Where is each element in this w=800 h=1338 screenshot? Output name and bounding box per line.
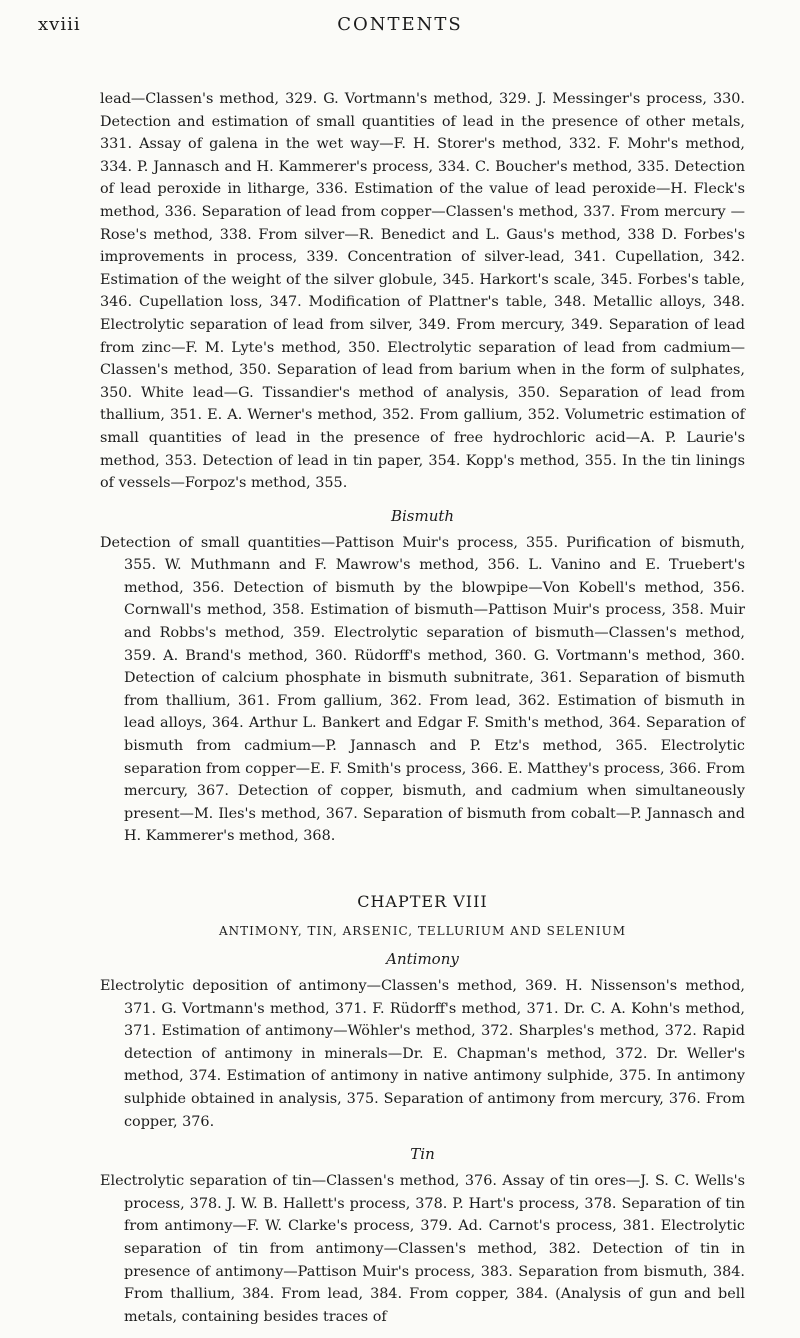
tin-heading: Tin [410, 1145, 435, 1164]
bismuth-heading: Bismuth [390, 506, 455, 525]
antimony-heading: Antimony [386, 950, 459, 968]
page-number: xviii [38, 14, 81, 35]
running-head [38, 14, 762, 44]
tin-paragraph: Electrolytic separation of tin—Classen's method, 376. Assay of tin ores—J. S. C. Wells's process, 378. J. W. B. Hallett's process, 378. P. Hart's process, 378. Separation of tin from antimony—F. W. Clarke's process, 379. Ad. Carnot's process, 381. Electrolytic separation of tin from antimony—Classen's method, 382. Detection of tin in presence of antimony—Pattison Muir's process, 383. Separation from bismuth, 384. From thallium, 384. From lead, 384. From copper, 384. (Analysis of gun and bell metals, containing besides traces of [100, 1173, 745, 1325]
contents-body [100, 88, 745, 1328]
lead-continued-paragraph: lead—Classen's method, 329. G. Vortmann's method, 329. J. Messinger's process, 330. Detection and estimation of small quantities of lead in the presence of other metals, 331. Assay of galena in the wet way—F. H. Storer's method, 332. F. Mohr's method, 334. P. Jannasch and H. Kammerer's process, 334. C. Boucher's method, 335. Detection of lead peroxide in litharge, 336. Estimation of the value of lead peroxide—H. Fleck's method, 336. Separation of lead from copper—Classen's method, 337. From mercury —Rose's method, 338. From silver—R. Benedict and L. Gaus's method, 338 D. Forbes's improvements in process, 339. Concentration of silver-lead, 341. Cupellation, 342. Estimation of the weight of the silver globule, 345. Harkort's scale, 345. Forbes's table, 346. Cupellation loss, 347. Modification of Plattner's table, 348. Metallic alloys, 348. Electrolytic separation of lead from silver, 349. From mercury, 349. Separation of lead from zinc—F. M. Lyte's method, 350. Electrolytic separation of lead from cadmium—Classen's method, 350. Separation of lead from barium when in the form of sulphates, 350. White lead—G. Tissandier's method of analysis, 350. Separation of lead from thallium, 351. E. A. Werner's method, 352. From gallium, 352. Volumetric estimation of small quantities of lead in the presence of free hydrochloric acid—A. P. Laurie's method, 353. Detection of lead in tin paper, 354. Kopp's method, 355. In the tin linings of vessels—Forpoz's method, 355. [100, 91, 745, 492]
antimony-paragraph: Electrolytic deposition of antimony—Classen's method, 369. H. Nissenson's method, 371. G. Vortmann's method, 371. F. Rüdorff's method, 371. Dr. C. A. Kohn's method, 371. Estimation of antimony—Wöhler's method, 372. Sharples's method, 372. Rapid detection of antimony in minerals—Dr. E. Chapman's method, 372. Dr. Weller's method, 374. Estimation of antimony in native antimony sulphide, 375. In antimony sulphide obtained in analysis, 375. Separation of antimony from mercury, 376. From copper, 376. [100, 978, 745, 1130]
running-title: CONTENTS [337, 14, 463, 35]
chapter-subtitle: ANTIMONY, TIN, ARSENIC, TELLURIUM AND SELENIUM [218, 924, 627, 938]
bismuth-paragraph: Detection of small quantities—Pattison Muir's process, 355. Purification of bismuth, 355. W. Muthmann and F. Mawrow's method, 356. L. Vanino and E. Truebert's method, 356. Detection of bismuth by the blowpipe—Von Kobell's method, 356. Cornwall's method, 358. Estimation of bismuth—Pattison Muir's process, 358. Muir and Robbs's method, 359. Electrolytic separation of bismuth—Classen's method, 359. A. Brand's method, 360. Rüdorff's method, 360. G. Vortmann's method, 360. Detection of calcium phosphate in bismuth subnitrate, 361. Separation of bismuth from thallium, 361. From gallium, 362. From lead, 362. Estimation of bismuth in lead alloys, 364. Arthur L. Bankert and Edgar F. Smith's method, 364. Separation of bismuth from cadmium—P. Jannasch and P. Etz's method, 365. Electrolytic separation from copper—E. F. Smith's process, 366. E. Matthey's process, 366. From mercury, 367. Detection of copper, bismuth, and cadmium when simultaneously present—M. Iles's method, 367. Separation of bismuth from cobalt—P. Jannasch and H. Kammerer's method, 368. [100, 534, 745, 845]
chapter-title: CHAPTER VIII [357, 892, 488, 911]
